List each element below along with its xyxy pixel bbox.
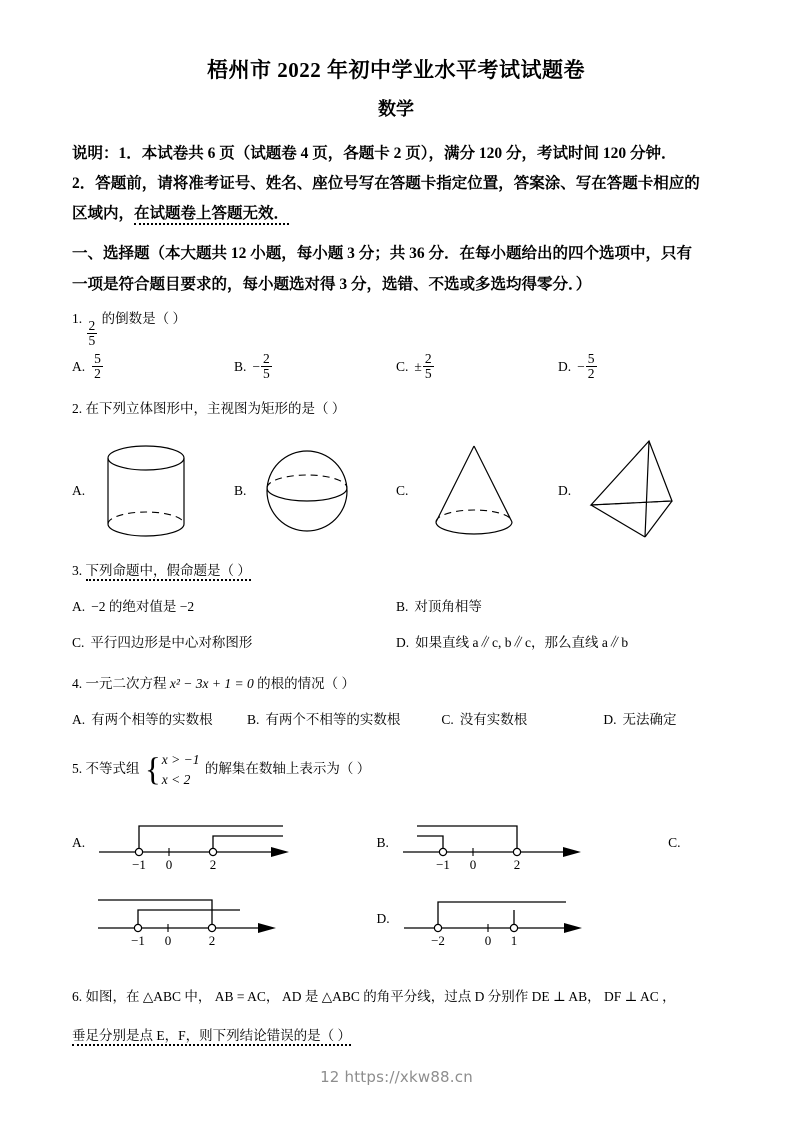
question-5-option-c[interactable] xyxy=(72,888,377,950)
question-5-stem-prefix: 不等式组 xyxy=(85,761,140,777)
option-text: 对顶角相等 xyxy=(414,598,482,614)
instruction-line-3-plain: 区域内， xyxy=(72,205,135,223)
section-heading-line-1: 一、选择题（本大题共 12 小题，每小题 3 分；共 36 分．在每小题给出的四个选项中，只有 xyxy=(72,245,693,263)
page-content xyxy=(72,58,720,1049)
svg-text:−1: −1 xyxy=(436,856,450,872)
question-1 xyxy=(72,306,720,382)
question-4-option-c[interactable] xyxy=(441,707,603,733)
section-heading-line-2: 一项是符合题目要求的，每小题选对得 3 分，选错、不选或多选均得零分．） xyxy=(72,275,592,293)
option-label: A. xyxy=(72,359,86,375)
sphere-icon xyxy=(252,436,362,546)
question-2-option-b[interactable] xyxy=(234,436,396,546)
question-1-option-a[interactable] xyxy=(72,352,234,381)
cone-icon xyxy=(414,436,534,546)
question-5-option-b[interactable] xyxy=(377,812,669,874)
question-1-stem-suffix: 的倒数是（ ） xyxy=(101,310,186,326)
fraction-numerator: 2 xyxy=(88,317,96,333)
question-3-option-b[interactable] xyxy=(396,594,720,620)
number-line-option-c xyxy=(90,888,305,950)
question-3-stem-text: 下列命题中，假命题是（ ） xyxy=(86,563,251,581)
question-3-option-c[interactable] xyxy=(72,630,396,656)
option-label: B. xyxy=(396,598,409,614)
question-2-option-d[interactable] xyxy=(558,433,720,548)
question-1-fraction xyxy=(87,319,98,348)
question-3-option-a[interactable] xyxy=(72,594,396,620)
question-5-option-d[interactable] xyxy=(377,888,701,950)
question-4-options xyxy=(72,707,720,733)
question-1-stem xyxy=(72,306,720,348)
fraction-denominator: 5 xyxy=(263,366,270,382)
question-6-text-2: 垂足分别是点 E，F，则下列结论错误的是（ ） xyxy=(72,1028,351,1046)
option-label: C. xyxy=(396,482,409,498)
option-text: −2 的绝对值是 −2 xyxy=(91,598,195,614)
option-fraction xyxy=(586,352,597,381)
question-5-stem-suffix: 的解集在数轴上表示为（ ） xyxy=(204,761,371,777)
option-label: C. xyxy=(668,834,681,850)
system-row-2: x < 2 xyxy=(161,771,191,787)
question-3-options-row-2 xyxy=(72,630,720,656)
question-1-number: 1. xyxy=(72,310,83,326)
question-4 xyxy=(72,671,720,732)
question-3-options-row-1 xyxy=(72,594,720,620)
fraction-numerator: 5 xyxy=(94,351,101,367)
option-text: 有两个不相等的实数根 xyxy=(265,711,401,727)
question-4-option-a[interactable] xyxy=(72,707,247,733)
option-fraction xyxy=(261,352,272,381)
svg-text:−2: −2 xyxy=(430,932,445,948)
question-3-option-d[interactable] xyxy=(396,630,720,656)
question-4-option-d[interactable] xyxy=(603,707,720,733)
svg-text:2: 2 xyxy=(209,932,216,948)
option-text: 平行四边形是中心对称图形 xyxy=(90,634,253,650)
inequality-system xyxy=(145,750,200,789)
option-label: D. xyxy=(396,634,410,650)
option-label: B. xyxy=(246,711,260,727)
fraction-numerator: 5 xyxy=(587,351,595,367)
question-5-options-row-2 xyxy=(72,888,720,950)
instructions-block xyxy=(72,139,720,230)
option-label: B. xyxy=(376,834,389,850)
cylinder-icon xyxy=(91,436,201,546)
question-1-option-c[interactable] xyxy=(396,352,558,381)
svg-text:1: 1 xyxy=(510,932,517,948)
option-label: D. xyxy=(603,711,617,727)
question-2-option-c[interactable] xyxy=(396,436,558,546)
question-5-number: 5. xyxy=(72,761,83,777)
fraction-denominator: 5 xyxy=(88,333,96,349)
question-5-option-c-label[interactable] xyxy=(668,830,720,856)
question-6-text-1: 如图，在 △ABC 中， AB = AC， AD 是 △ABC 的角平分线，过点 D 分别作 DE ⊥ AB， DF ⊥ AC ， xyxy=(85,988,676,1004)
question-2-stem-text: 在下列立体图形中，主视图为矩形的是（ ） xyxy=(85,400,346,416)
fraction-numerator: 2 xyxy=(424,351,432,367)
option-label: C. xyxy=(72,634,85,650)
option-sign: ± xyxy=(414,359,422,375)
question-6-line-2 xyxy=(72,1023,720,1049)
option-label: A. xyxy=(72,711,86,727)
option-label: B. xyxy=(234,359,247,375)
fraction-denominator: 2 xyxy=(587,366,595,382)
svg-text:0: 0 xyxy=(165,932,172,948)
question-1-option-b[interactable] xyxy=(234,352,396,381)
option-fraction xyxy=(423,352,434,381)
question-5-option-a[interactable] xyxy=(72,812,377,874)
svg-text:−1: −1 xyxy=(131,932,146,948)
question-5-stem xyxy=(72,750,720,789)
question-2-number: 2. xyxy=(72,400,83,416)
question-4-number: 4. xyxy=(72,676,83,692)
question-3-stem xyxy=(72,558,720,584)
fraction-denominator: 2 xyxy=(94,366,101,382)
option-label: D. xyxy=(558,359,572,375)
option-fraction xyxy=(92,352,103,381)
instruction-line-2: 2．答题前，请将准考证号、姓名、座位号写在答题卡指定位置，答案涂、写在答题卡相应的 xyxy=(72,175,700,192)
question-6 xyxy=(72,984,720,1049)
option-label: A. xyxy=(72,482,86,498)
system-row-1: x > −1 xyxy=(161,752,200,768)
fraction-denominator: 5 xyxy=(424,366,432,382)
option-label: D. xyxy=(558,482,572,498)
question-4-stem-prefix: 一元二次方程 xyxy=(85,676,167,692)
question-3-number: 3. xyxy=(72,563,83,579)
subject-title: 数学 xyxy=(378,99,414,120)
instruction-line-1: 说明：1．本试卷共 6 页（试题卷 4 页，各题卡 2 页），满分 120 分，考试时间 120 分钟． xyxy=(72,144,677,162)
footer-watermark: 12 https://xkw88.cn xyxy=(320,1068,473,1086)
option-text: 如果直线 a∥c, b∥c，那么直线 a∥b xyxy=(415,634,629,650)
svg-text:0: 0 xyxy=(469,856,477,872)
option-label: C. xyxy=(396,359,409,375)
page-title: 梧州市 2022 年初中学业水平考试试题卷 xyxy=(207,58,585,82)
instruction-line-3 xyxy=(72,199,720,229)
question-5 xyxy=(72,750,720,949)
question-6-number: 6. xyxy=(72,988,83,1004)
svg-text:2: 2 xyxy=(209,856,217,872)
question-2 xyxy=(72,396,720,549)
question-2-options xyxy=(72,433,720,548)
svg-text:0: 0 xyxy=(484,932,491,948)
question-1-options xyxy=(72,352,720,381)
option-label: A. xyxy=(72,834,86,850)
option-label: B. xyxy=(234,482,247,498)
option-text: 没有实数根 xyxy=(459,711,528,727)
left-brace-icon: { xyxy=(144,751,161,788)
question-3 xyxy=(72,558,720,655)
question-6-line-1 xyxy=(72,984,720,1010)
svg-text:2: 2 xyxy=(513,856,521,872)
option-text: 有两个相等的实数根 xyxy=(91,711,213,727)
section-heading xyxy=(72,239,720,299)
option-text: 无法确定 xyxy=(622,711,677,727)
question-2-stem xyxy=(72,396,720,422)
number-line-option-b xyxy=(395,812,605,874)
option-sign: − xyxy=(577,359,585,375)
svg-text:0: 0 xyxy=(165,856,173,872)
number-line-option-a xyxy=(91,812,306,874)
number-line-option-d xyxy=(396,888,611,950)
question-4-equation: x² − 3x + 1 = 0 xyxy=(169,676,254,692)
question-4-option-b[interactable] xyxy=(247,707,441,733)
question-1-option-d[interactable] xyxy=(558,352,720,381)
question-4-stem xyxy=(72,671,720,697)
fraction-numerator: 2 xyxy=(263,351,270,367)
option-sign: − xyxy=(252,359,261,375)
option-label: A. xyxy=(72,598,86,614)
svg-text:−1: −1 xyxy=(132,856,147,872)
question-5-options-row-1 xyxy=(72,812,720,874)
question-2-option-a[interactable] xyxy=(72,436,234,546)
tetrahedron-icon xyxy=(577,433,702,548)
option-label: D. xyxy=(376,910,390,926)
option-label: C. xyxy=(441,711,454,727)
question-4-stem-suffix: 的根的情况（ ） xyxy=(257,676,355,692)
instruction-line-3-emphasis: 在试题卷上答题无效． xyxy=(134,205,289,225)
